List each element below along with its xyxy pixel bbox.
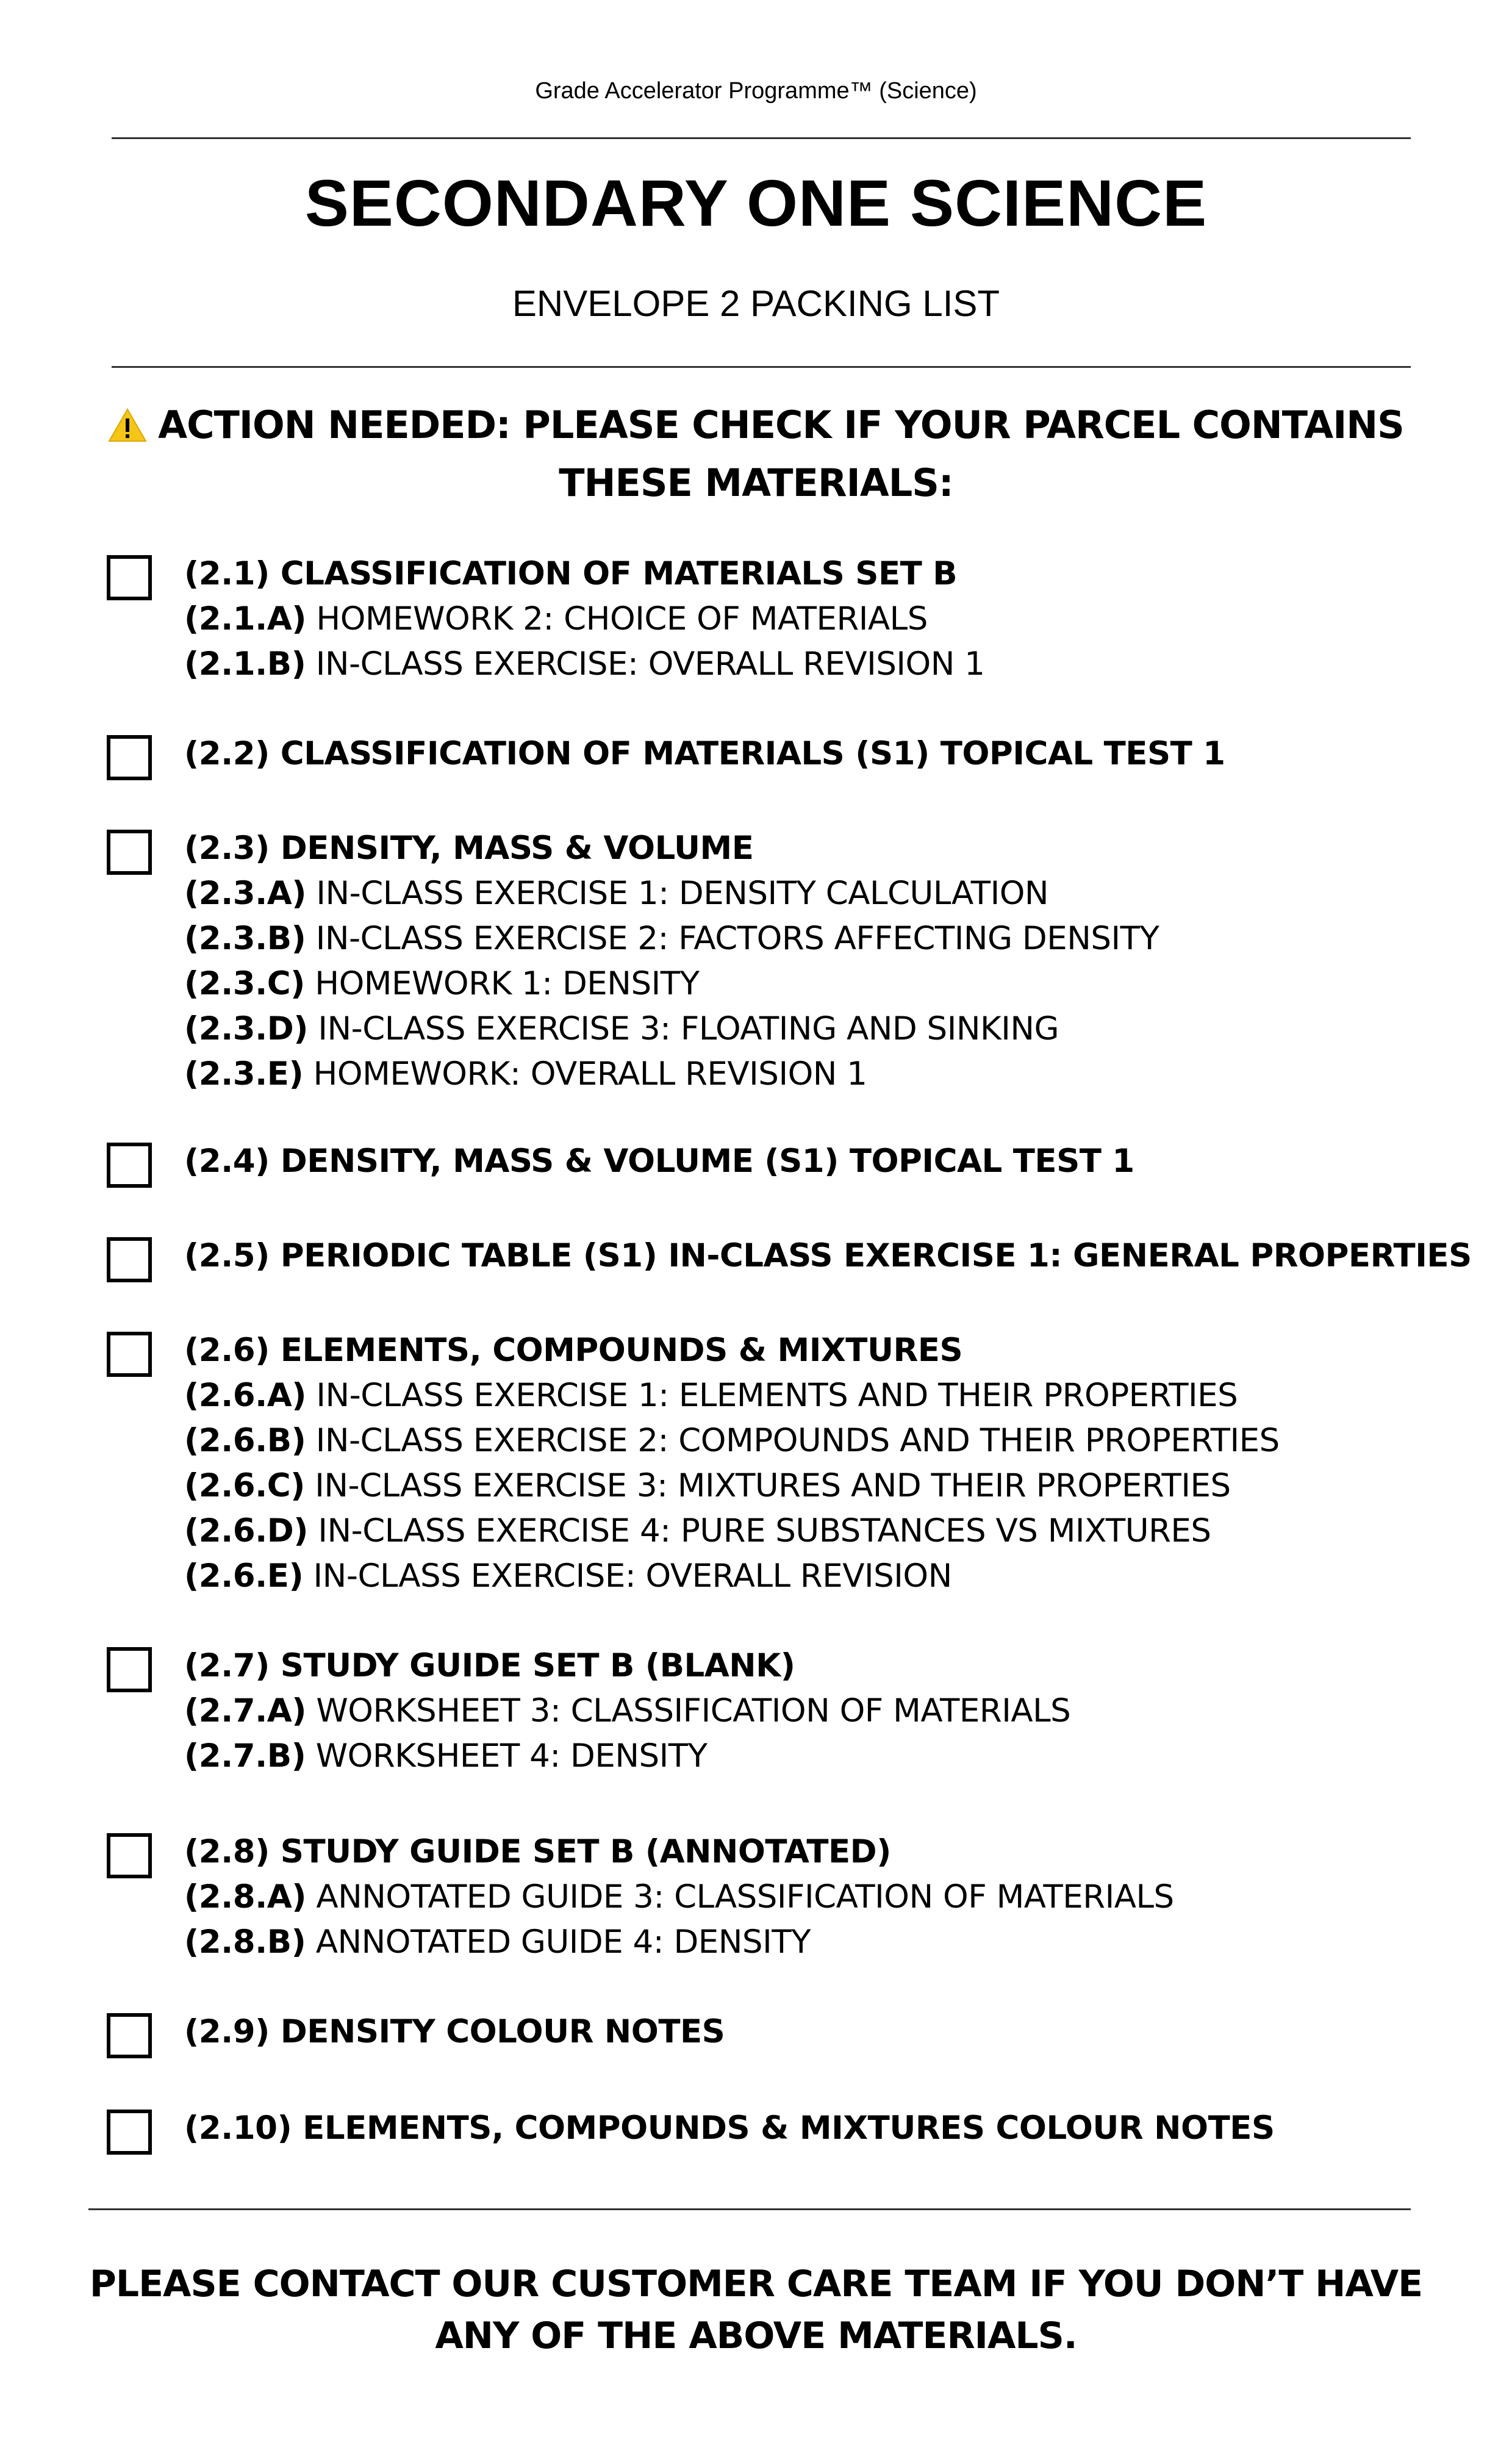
top-divider <box>112 137 1411 139</box>
sub-item-text: IN-CLASS EXERCISE 1: ELEMENTS AND THEIR PROPERTIES <box>316 1377 1238 1414</box>
item-title-line <box>184 551 985 597</box>
sub-item-text: HOMEWORK: OVERALL REVISION 1 <box>313 1055 867 1093</box>
sub-item-text: IN-CLASS EXERCISE 3: FLOATING AND SINKING <box>318 1010 1059 1047</box>
sub-item-code: (2.1.A) <box>184 600 306 637</box>
sub-item-code: (2.7.A) <box>184 1692 306 1729</box>
item-code: (2.8) <box>184 1833 270 1870</box>
item-text <box>184 1643 1070 1779</box>
sub-item-text: HOMEWORK 1: DENSITY <box>315 965 700 1002</box>
sub-item-code: (2.6.B) <box>184 1422 306 1459</box>
item-title: STUDY GUIDE SET B (ANNOTATED) <box>280 1833 891 1870</box>
item-code: (2.6) <box>184 1332 270 1369</box>
item-title: STUDY GUIDE SET B (BLANK) <box>280 1647 795 1684</box>
item-text <box>184 1234 1472 1279</box>
footer-notice <box>0 2258 1512 2362</box>
header-label: Grade Accelerator Programme™ (Science) <box>535 78 977 104</box>
item-text <box>184 1139 1134 1184</box>
sub-item-text: IN-CLASS EXERCISE: OVERALL REVISION 1 <box>315 645 985 683</box>
sub-item <box>184 961 1159 1007</box>
header-divider <box>112 366 1411 368</box>
item-title: DENSITY, MASS & VOLUME (S1) TOPICAL TEST 1 <box>280 1143 1134 1180</box>
sub-item-code: (2.6.E) <box>184 1557 304 1595</box>
sub-item-text: IN-CLASS EXERCISE 4: PURE SUBSTANCES VS MIXTURES <box>318 1512 1211 1550</box>
item-checkbox[interactable] <box>107 735 152 780</box>
action-line-2: THESE MATERIALS: <box>559 461 953 505</box>
item-checkbox[interactable] <box>107 1833 152 1878</box>
sub-item <box>184 916 1159 961</box>
warning-icon <box>108 403 147 456</box>
sub-item <box>184 1418 1280 1463</box>
sub-item <box>184 642 985 687</box>
sub-item <box>184 1689 1070 1734</box>
item-code: (2.10) <box>184 2110 292 2147</box>
sub-item <box>184 597 985 642</box>
sub-item-code: (2.6.D) <box>184 1512 308 1550</box>
item-checkbox[interactable] <box>107 1647 152 1692</box>
item-code: (2.3) <box>184 830 270 867</box>
action-text-1: ACTION NEEDED: PLEASE CHECK IF YOUR PARCEL CONTAINS <box>158 403 1404 447</box>
item-title-line <box>184 1328 1280 1373</box>
item-text <box>184 2106 1275 2151</box>
sub-item-code: (2.3.D) <box>184 1010 308 1047</box>
item-title-line <box>184 1830 1174 1875</box>
item-title-line <box>184 731 1225 777</box>
sub-item-code: (2.6.A) <box>184 1377 306 1414</box>
item-title-line <box>184 1139 1134 1184</box>
sub-item-text: WORKSHEET 4: DENSITY <box>315 1737 708 1775</box>
item-title-line <box>184 2106 1275 2151</box>
item-title: CLASSIFICATION OF MATERIALS (S1) TOPICAL TEST 1 <box>280 735 1225 772</box>
sub-item <box>184 1007 1159 1052</box>
sub-item-code: (2.7.B) <box>184 1737 306 1775</box>
item-checkbox[interactable] <box>107 2110 152 2155</box>
action-notice <box>0 398 1512 509</box>
item-code: (2.5) <box>184 1237 270 1274</box>
page-subtitle: ENVELOPE 2 PACKING LIST <box>512 283 1000 324</box>
sub-item-code: (2.8.B) <box>184 1923 306 1961</box>
item-text <box>184 826 1159 1097</box>
item-code: (2.2) <box>184 735 270 772</box>
footer-divider <box>88 2208 1411 2210</box>
sub-item-text: IN-CLASS EXERCISE 3: MIXTURES AND THEIR PROPERTIES <box>315 1467 1231 1504</box>
sub-item-code: (2.8.A) <box>184 1878 306 1916</box>
item-title: CLASSIFICATION OF MATERIALS SET B <box>280 555 958 592</box>
sub-item <box>184 1052 1159 1097</box>
item-checkbox[interactable] <box>107 1237 152 1282</box>
sub-item <box>184 1920 1174 1965</box>
item-title-line <box>184 1643 1070 1689</box>
sub-item-code: (2.3.B) <box>184 920 306 957</box>
item-checkbox[interactable] <box>107 1143 152 1188</box>
item-code: (2.1) <box>184 555 270 592</box>
item-text <box>184 1830 1174 1965</box>
item-title-line <box>184 826 1159 871</box>
item-text <box>184 1328 1280 1599</box>
item-code: (2.7) <box>184 1647 270 1684</box>
sub-item-code: (2.6.C) <box>184 1467 305 1504</box>
item-checkbox[interactable] <box>107 1332 152 1377</box>
item-title-line <box>184 2009 725 2055</box>
sub-item-text: WORKSHEET 3: CLASSIFICATION OF MATERIALS <box>316 1692 1071 1729</box>
item-checkbox[interactable] <box>107 830 152 875</box>
sub-item <box>184 1554 1280 1599</box>
page-title: SECONDARY ONE SCIENCE <box>304 166 1208 240</box>
sub-item-code: (2.1.B) <box>184 645 306 683</box>
item-code: (2.9) <box>184 2013 270 2050</box>
item-title: DENSITY COLOUR NOTES <box>280 2013 725 2050</box>
sub-item-code: (2.3.E) <box>184 1055 304 1093</box>
sub-item-text: IN-CLASS EXERCISE 2: FACTORS AFFECTING DENSITY <box>315 920 1159 957</box>
sub-item <box>184 1875 1174 1920</box>
item-text <box>184 731 1225 777</box>
item-title: ELEMENTS, COMPOUNDS & MIXTURES COLOUR NOTES <box>303 2110 1275 2147</box>
sub-item-text: IN-CLASS EXERCISE: OVERALL REVISION <box>313 1557 952 1595</box>
item-title: DENSITY, MASS & VOLUME <box>280 830 754 867</box>
sub-item-text: HOMEWORK 2: CHOICE OF MATERIALS <box>316 600 928 637</box>
sub-item-code: (2.3.C) <box>184 965 305 1002</box>
sub-item-text: ANNOTATED GUIDE 4: DENSITY <box>315 1923 811 1961</box>
item-text <box>184 2009 725 2055</box>
sub-item <box>184 1373 1280 1418</box>
sub-item-text: ANNOTATED GUIDE 3: CLASSIFICATION OF MATERIALS <box>316 1878 1174 1916</box>
sub-item <box>184 1463 1280 1509</box>
item-checkbox[interactable] <box>107 2013 152 2058</box>
item-title-line <box>184 1234 1472 1279</box>
action-line-1 <box>0 398 1512 456</box>
item-checkbox[interactable] <box>107 555 152 600</box>
sub-item-text: IN-CLASS EXERCISE 2: COMPOUNDS AND THEIR PROPERTIES <box>315 1422 1280 1459</box>
sub-item-text: IN-CLASS EXERCISE 1: DENSITY CALCULATION <box>316 875 1049 912</box>
sub-item <box>184 1734 1070 1779</box>
item-title: ELEMENTS, COMPOUNDS & MIXTURES <box>280 1332 963 1369</box>
sub-item <box>184 1509 1280 1554</box>
footer-line-2: ANY OF THE ABOVE MATERIALS. <box>435 2315 1077 2357</box>
item-title: PERIODIC TABLE (S1) IN-CLASS EXERCISE 1: GENERAL PROPERTIES <box>280 1237 1472 1274</box>
sub-item <box>184 871 1159 916</box>
sub-item-code: (2.3.A) <box>184 875 306 912</box>
item-text <box>184 551 985 687</box>
footer-line-1: PLEASE CONTACT OUR CUSTOMER CARE TEAM IF YOU DON’T HAVE <box>89 2263 1423 2305</box>
item-code: (2.4) <box>184 1143 270 1180</box>
